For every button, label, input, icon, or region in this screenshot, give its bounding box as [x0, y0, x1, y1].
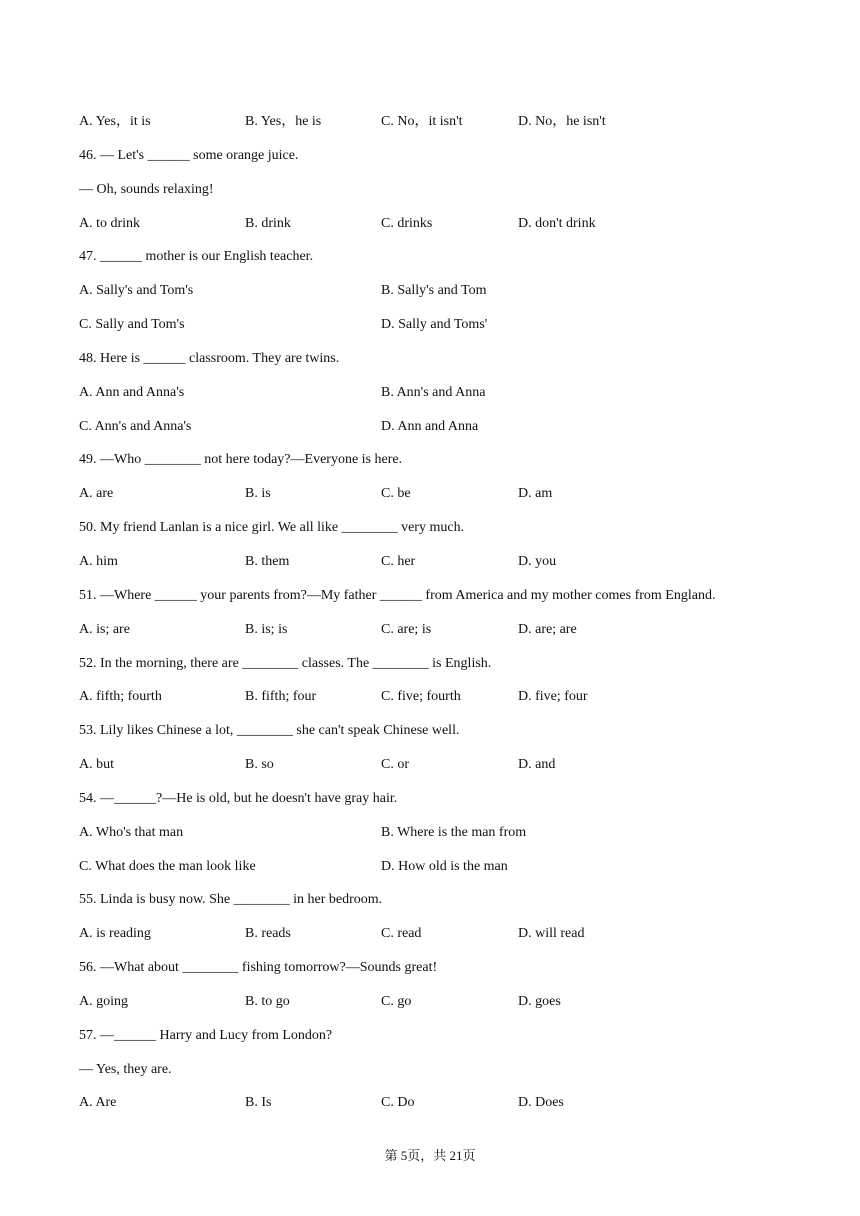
options-row: [79, 988, 799, 1022]
option-c: C. Sally and Tom's: [79, 317, 185, 333]
option-b: B. so: [245, 757, 274, 773]
question-text: 48. Here is ______ classroom. They are twins.: [79, 350, 340, 366]
option-d: D. Does: [518, 1095, 564, 1111]
options-row: [79, 413, 799, 447]
option-d: D. five; four: [518, 689, 588, 705]
options-row: [79, 751, 799, 785]
question-text: 46. — Let's ______ some orange juice.: [79, 147, 299, 163]
option-d: D. How old is the man: [381, 858, 508, 874]
question-text: 54. —______?—He is old, but he doesn't have gray hair.: [79, 790, 398, 806]
option-a: A. Sally's and Tom's: [79, 283, 194, 299]
option-b: B. drink: [245, 215, 291, 231]
question-text: — Yes, they are.: [79, 1061, 172, 1077]
options-row: [79, 480, 799, 514]
option-c: C. What does the man look like: [79, 858, 256, 874]
question-text: 56. —What about ________ fishing tomorrow?—Sounds great!: [79, 960, 438, 976]
option-c: C. her: [381, 553, 416, 569]
option-b: B. Yes，he is: [245, 114, 322, 129]
option-d: D. No，he isn't: [518, 114, 606, 129]
question-content: [79, 108, 799, 1123]
question-text: 52. In the morning, there are ________ classes. The ________ is English.: [79, 655, 492, 671]
option-b: B. reads: [245, 926, 291, 942]
question-text: 51. —Where ______ your parents from?—My father ______ from America and my mother comes from England.: [79, 587, 716, 603]
option-a: A. Are: [79, 1095, 117, 1111]
question-text: 47. ______ mother is our English teacher.: [79, 249, 314, 265]
options-row: [79, 108, 799, 142]
options-row: [79, 379, 799, 413]
option-a: A. is reading: [79, 926, 151, 942]
question-text: 49. —Who ________ not here today?—Everyone is here.: [79, 452, 403, 468]
option-d: D. and: [518, 757, 556, 773]
option-d: D. are; are: [518, 621, 577, 637]
option-c: C. read: [381, 926, 422, 942]
option-d: D. will read: [518, 926, 585, 942]
option-d: D. don't drink: [518, 215, 596, 231]
question-text: — Oh, sounds relaxing!: [79, 181, 214, 197]
page-footer: 第 5页，共 21页: [384, 1148, 476, 1163]
option-c: C. five; fourth: [381, 689, 461, 705]
option-a: A. Who's that man: [79, 824, 184, 840]
option-c: C. be: [381, 486, 411, 502]
option-a: A. Yes，it is: [79, 114, 151, 129]
option-d: D. Sally and Toms': [381, 317, 488, 333]
option-c: C. drinks: [381, 215, 433, 231]
question-text: 50. My friend Lanlan is a nice girl. We all like ________ very much.: [79, 520, 465, 536]
options-row: [79, 311, 799, 345]
option-c: C. No，it isn't: [381, 114, 463, 129]
question-text: 55. Linda is busy now. She ________ in her bedroom.: [79, 892, 383, 908]
option-b: B. Is: [245, 1095, 272, 1111]
options-row: [79, 548, 799, 582]
options-row: [79, 616, 799, 650]
option-a: A. to drink: [79, 215, 141, 231]
options-row: [79, 819, 799, 853]
option-b: B. Ann's and Anna: [381, 384, 486, 400]
option-d: D. Ann and Anna: [381, 418, 479, 434]
option-a: A. are: [79, 486, 114, 502]
option-b: B. is: [245, 486, 271, 502]
option-a: A. going: [79, 993, 128, 1009]
option-a: A. is; are: [79, 621, 130, 637]
options-row: [79, 277, 799, 311]
option-a: A. him: [79, 553, 118, 569]
options-row: [79, 920, 799, 954]
option-b: B. is; is: [245, 621, 288, 637]
question-text: 57. —______ Harry and Lucy from London?: [79, 1027, 333, 1043]
option-c: C. are; is: [381, 621, 432, 637]
option-d: D. am: [518, 486, 553, 502]
option-a: A. Ann and Anna's: [79, 384, 185, 400]
option-c: C. Ann's and Anna's: [79, 418, 192, 434]
question-text: 53. Lily likes Chinese a lot, ________ she can't speak Chinese well.: [79, 723, 460, 739]
options-row: [79, 853, 799, 887]
option-c: C. go: [381, 993, 412, 1009]
option-a: A. fifth; fourth: [79, 689, 162, 705]
option-c: C. Do: [381, 1095, 415, 1111]
option-b: B. Sally's and Tom: [381, 283, 487, 299]
option-b: B. fifth; four: [245, 689, 317, 705]
option-d: D. you: [518, 553, 557, 569]
option-b: B. Where is the man from: [381, 824, 527, 840]
option-b: B. to go: [245, 993, 290, 1009]
option-a: A. but: [79, 757, 114, 773]
options-row: [79, 210, 799, 244]
option-c: C. or: [381, 757, 409, 773]
options-row: [79, 1089, 799, 1123]
option-b: B. them: [245, 553, 290, 569]
options-row: [79, 683, 799, 717]
option-d: D. goes: [518, 993, 561, 1009]
